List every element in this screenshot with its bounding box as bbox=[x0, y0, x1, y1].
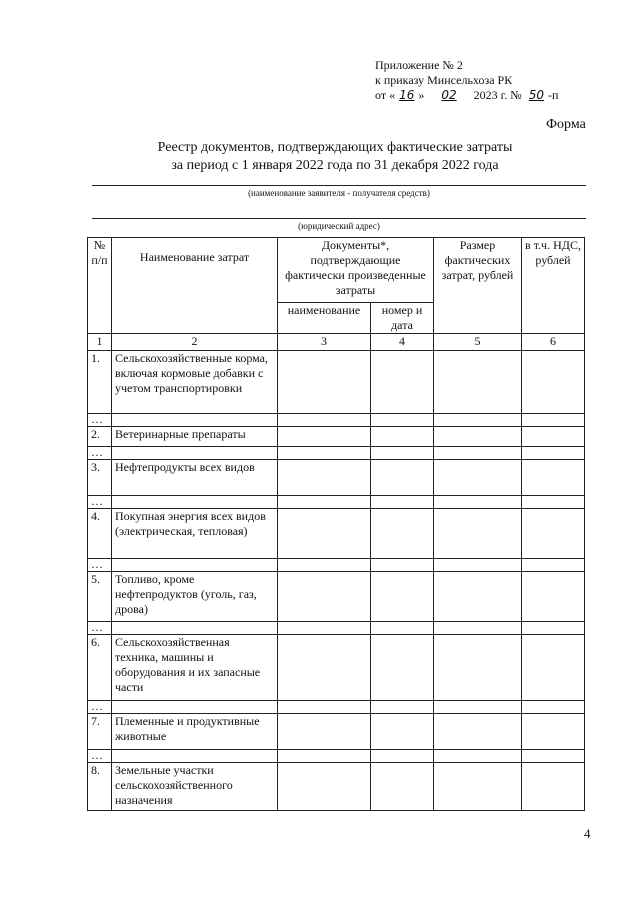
ellipsis-row bbox=[88, 701, 585, 714]
applicant-caption: (наименование заявителя - получателя средств) bbox=[248, 188, 430, 198]
address-line bbox=[92, 218, 586, 219]
cell-doc-number bbox=[371, 351, 434, 414]
header-docs-name: наименование bbox=[278, 303, 371, 334]
table-row bbox=[88, 460, 585, 496]
ellipsis-row bbox=[88, 622, 585, 635]
header-amount: Размер фактических затрат, рублей bbox=[434, 238, 522, 334]
row-num: 1. bbox=[88, 351, 112, 414]
ellipsis-row bbox=[88, 414, 585, 427]
appendix-order: к приказу Минсельхоза РК bbox=[375, 73, 513, 87]
table-row bbox=[88, 714, 585, 750]
row-num: 2. bbox=[88, 427, 112, 447]
row-name: Племенные и продуктивные животные bbox=[112, 714, 278, 750]
cell-doc-name bbox=[278, 351, 371, 414]
col-number: 6 bbox=[522, 334, 585, 351]
row-ellipsis: … bbox=[88, 447, 112, 460]
ellipsis-row bbox=[88, 559, 585, 572]
appendix-title: Приложение № 2 bbox=[375, 58, 463, 72]
col-number: 1 bbox=[88, 334, 112, 351]
table-row bbox=[88, 763, 585, 811]
page-number: 4 bbox=[584, 826, 591, 841]
appendix-date: от « 16 » 02 2023 г. № 50 -п bbox=[375, 88, 559, 102]
row-name: Земельные участки сельскохозяйственного назначения bbox=[112, 763, 278, 811]
table-row bbox=[88, 572, 585, 622]
ellipsis-row bbox=[88, 447, 585, 460]
handwritten-day: 16 bbox=[399, 88, 415, 102]
row-name: Ветеринарные препараты bbox=[112, 427, 278, 447]
row-name: Сельскохозяйственные корма, включая кормовые добавки с учетом транспортировки bbox=[112, 351, 278, 414]
col-number: 2 bbox=[112, 334, 278, 351]
table-row bbox=[88, 635, 585, 701]
table-row bbox=[88, 427, 585, 447]
header-name: Наименование затрат bbox=[112, 238, 278, 334]
row-num: 3. bbox=[88, 460, 112, 496]
header-docs-number: номер и дата bbox=[371, 303, 434, 334]
row-ellipsis: … bbox=[88, 701, 112, 714]
cell-amount bbox=[434, 351, 522, 414]
column-numbers-row bbox=[88, 334, 585, 351]
cell-vat bbox=[522, 351, 585, 414]
row-name: Топливо, кроме нефтепродуктов (уголь, газ, дрова) bbox=[112, 572, 278, 622]
col-number: 3 bbox=[278, 334, 371, 351]
table-row bbox=[88, 351, 585, 414]
col-number: 5 bbox=[434, 334, 522, 351]
header-docs: Документы*, подтверждающие фактически произведенные затраты bbox=[278, 238, 434, 303]
row-name: Нефтепродукты всех видов bbox=[112, 460, 278, 496]
header-vat: в т.ч. НДС, рублей bbox=[522, 238, 585, 334]
handwritten-month: 02 bbox=[441, 88, 457, 102]
row-num: 4. bbox=[88, 509, 112, 559]
row-ellipsis: … bbox=[88, 496, 112, 509]
handwritten-number: 50 bbox=[528, 88, 544, 102]
register-table bbox=[87, 237, 585, 811]
form-label: Форма bbox=[546, 117, 586, 132]
row-ellipsis: … bbox=[88, 414, 112, 427]
document-title: Реестр документов, подтверждающих фактические затраты за период с 1 января 2022 года по 31 декабря 2022 года bbox=[157, 140, 513, 173]
row-ellipsis: … bbox=[88, 750, 112, 763]
header-num: № п/п bbox=[88, 238, 112, 334]
address-caption: (юридический адрес) bbox=[298, 221, 380, 231]
ellipsis-row bbox=[88, 750, 585, 763]
ellipsis-row bbox=[88, 496, 585, 509]
applicant-line bbox=[92, 185, 586, 186]
row-name: Покупная энергия всех видов (электрическая, тепловая) bbox=[112, 509, 278, 559]
row-num: 5. bbox=[88, 572, 112, 622]
row-ellipsis: … bbox=[88, 622, 112, 635]
row-name: Сельскохозяйственная техника, машины и оборудования и их запасные части bbox=[112, 635, 278, 701]
table-row bbox=[88, 509, 585, 559]
header-row bbox=[88, 238, 585, 303]
appendix-block bbox=[375, 58, 558, 103]
col-number: 4 bbox=[371, 334, 434, 351]
row-num: 6. bbox=[88, 635, 112, 701]
row-num: 8. bbox=[88, 763, 112, 811]
row-num: 7. bbox=[88, 714, 112, 750]
row-ellipsis: … bbox=[88, 559, 112, 572]
